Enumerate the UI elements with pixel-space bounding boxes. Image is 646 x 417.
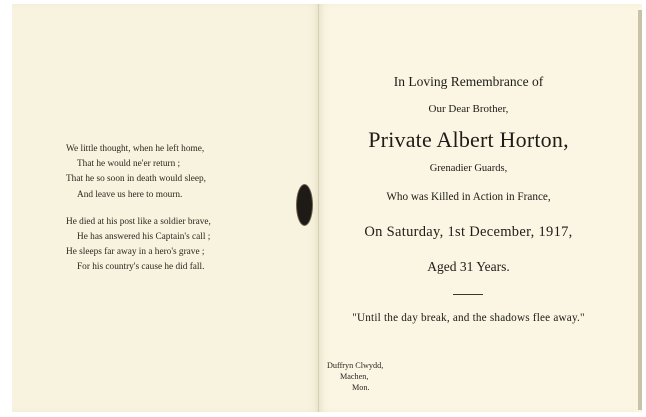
verse-line: He has answered his Captain's call ; bbox=[77, 232, 211, 243]
age-line: Aged 31 Years. bbox=[427, 259, 510, 274]
circumstance-line: Who was Killed in Action in France, bbox=[386, 191, 551, 203]
address-line: Duffryn Clwydd, bbox=[327, 361, 384, 370]
verse-line: He died at his post like a soldier brave, bbox=[66, 216, 211, 227]
regiment-line: Grenadier Guards, bbox=[429, 163, 508, 174]
soldier-name: Private Albert Horton, bbox=[368, 127, 569, 152]
verse-line: That he so soon in death would sleep, bbox=[66, 174, 206, 185]
remembrance-heading: In Loving Remembrance of bbox=[393, 74, 544, 89]
verse-line: He sleeps far away in a hero's grave ; bbox=[66, 247, 205, 258]
card-right-edge bbox=[638, 10, 642, 410]
verse-line: That he would ne'er return ; bbox=[77, 159, 181, 170]
family-address bbox=[327, 360, 383, 393]
verse-line: We little thought, when he left home, bbox=[66, 144, 205, 154]
address-line: Mon. bbox=[352, 383, 370, 392]
memorial-verse bbox=[66, 142, 286, 276]
card-fold bbox=[318, 4, 319, 412]
address-line: Machen, bbox=[340, 372, 369, 381]
scripture-quote: "Until the day break, and the shadows flee away." bbox=[352, 312, 585, 324]
date-line: On Saturday, 1st December, 1917, bbox=[364, 224, 573, 240]
relation-line: Our Dear Brother, bbox=[428, 103, 509, 115]
verse-line: For his country's cause he did fall. bbox=[77, 262, 205, 273]
right-page bbox=[319, 4, 642, 412]
verse-line: And leave us here to mourn. bbox=[77, 189, 183, 200]
divider-rule bbox=[453, 294, 483, 295]
